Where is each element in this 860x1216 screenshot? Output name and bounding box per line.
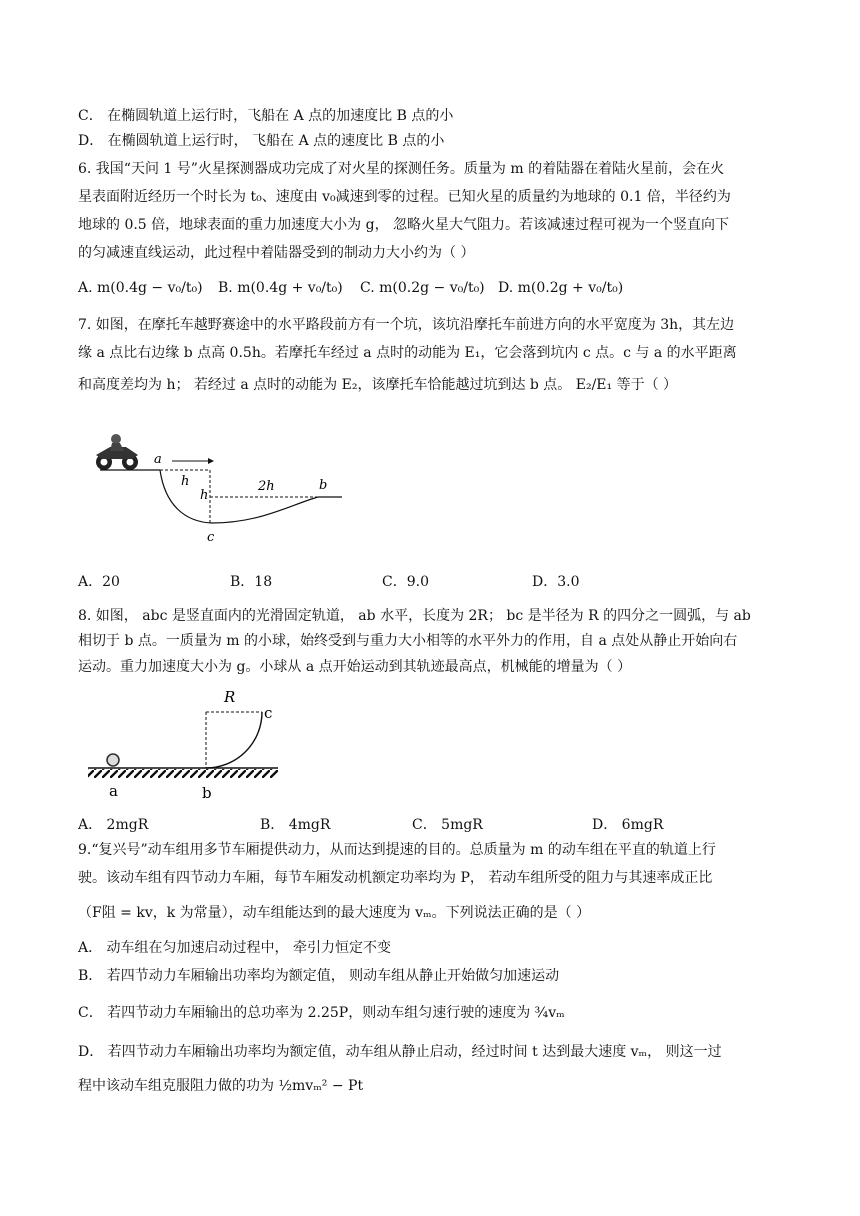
q8-track-figure — [86, 682, 286, 802]
q8-label-c: c — [264, 704, 273, 722]
q6-stem-line-4: 的匀减速直线运动，此过程中着陆器受到的制动力大小约为（ ） — [78, 245, 475, 261]
q6-option-c: C. m(0.2g − v₀/t₀) — [360, 280, 485, 296]
q7-stem-line-3: 和高度差均为 h； 若经过 a 点时的动能为 E₂，该摩托车恰能越过坑到达 b 点。 E₂/E₁ 等于（ ） — [78, 377, 678, 393]
ball-icon — [107, 754, 119, 766]
q8-option-a: A． 2mgR — [78, 817, 149, 833]
q7-options — [78, 572, 778, 592]
q6-options — [78, 278, 778, 298]
q9-option-d-line-2: 程中该动车组克服阻力做的功为 ½mvₘ² − Pt — [78, 1078, 364, 1094]
q9-stem-line-1: 9.“复兴号”动车组用多节车厢提供动力，从而达到提速的目的。总质量为 m 的动车组在平直的轨道上行 — [78, 842, 716, 858]
q8-label-r: R — [224, 688, 236, 706]
q9-option-c: C． 若四节动力车厢输出的总功率为 2.25P，则动车组匀速行驶的速度为 ¾vₘ — [78, 1005, 565, 1021]
q9-option-b: B． 若四节动力车厢输出功率均为额定值， 则动车组从静止开始做匀加速运动 — [78, 968, 560, 984]
q7-label-b: b — [319, 478, 328, 493]
q9-option-d-line-1: D． 若四节动力车厢输出功率均为额定值，动车组从静止启动，经过时间 t 达到最大速度 vₘ， 则这一过 — [78, 1044, 722, 1060]
q8-option-b: B． 4mgR — [260, 817, 331, 833]
q6-stem-line-1: 6. 我国“天问 1 号”火星探测器成功完成了对火星的探测任务。质量为 m 的着陆器在着陆火星前，会在火 — [78, 161, 725, 177]
q7-label-a: a — [154, 452, 162, 467]
q7-stem-line-1: 7. 如图，在摩托车越野赛途中的水平路段前方有一个坑，该坑沿摩托车前进方向的水平宽度为 3h，其左边 — [78, 317, 735, 333]
q9-option-a: A． 动车组在匀加速启动过程中， 牵引力恒定不变 — [78, 940, 392, 956]
q6-option-d: D. m(0.2g + v₀/t₀) — [498, 280, 624, 296]
q6-stem-line-3: 地球的 0.5 倍，地球表面的重力加速度大小为 g， 忽略火星大气阻力。若该减速过程可视为一个竖直向下 — [78, 217, 730, 233]
q9-stem-line-3: （F阻 = kv，k 为常量），动车组能达到的最大速度为 vₘ。下列说法正确的是（ ） — [78, 905, 591, 921]
q5-option-d: D． 在椭圆轨道上运行时， 飞船在 A 点的速度比 B 点的小 — [78, 133, 445, 149]
q7-option-d: D．3.0 — [532, 574, 580, 590]
motorcycle-icon — [96, 434, 138, 470]
q7-label-h2: h — [200, 488, 209, 503]
q5-option-c: C． 在椭圆轨道上运行时，飞船在 A 点的加速度比 B 点的小 — [78, 108, 454, 124]
q7-option-b: B．18 — [230, 574, 273, 590]
q6-option-b: B. m(0.4g + v₀/t₀) — [218, 280, 343, 296]
q7-option-c: C．9.0 — [382, 574, 429, 590]
q7-option-a: A．20 — [78, 574, 120, 590]
q8-stem-line-1: 8. 如图， abc 是竖直面内的光滑固定轨道， ab 水平，长度为 2R； bc 是半径为 R 的四分之一圆弧，与 ab — [78, 608, 751, 624]
q6-stem-line-2: 星表面附近经历一个时长为 t₀、速度由 v₀减速到零的过程。已知火星的质量约为地球的 0.1 倍，半径约为 — [78, 189, 731, 205]
q8-label-b: b — [202, 784, 212, 802]
ground-hatching — [88, 769, 278, 778]
q7-stem-line-2: 缘 a 点比右边缘 b 点高 0.5h。若摩托车经过 a 点时的动能为 E₁，它会落到坑内 c 点。c 与 a 的水平距离 — [78, 345, 737, 361]
q8-stem-line-2: 相切于 b 点。一质量为 m 的小球，始终受到与重力大小相等的水平外力的作用，自 a 点处从静止开始向右 — [78, 633, 738, 649]
q8-label-a: a — [109, 782, 118, 800]
q7-pit-figure — [90, 425, 360, 555]
q8-option-d: D． 6mgR — [592, 817, 664, 833]
q9-stem-line-2: 驶。该动车组有四节动力车厢，每节车厢发动机额定功率均为 P， 若动车组所受的阻力与其速率成正比 — [78, 870, 713, 886]
q8-stem-line-3: 运动。重力加速度大小为 g。小球从 a 点开始运动到其轨迹最高点，机械能的增量为（ ） — [78, 659, 632, 675]
q6-option-a: A. m(0.4g − v₀/t₀) — [78, 280, 203, 296]
q7-label-2h: 2h — [258, 479, 275, 494]
q7-label-c: c — [207, 530, 215, 545]
q7-label-h1: h — [181, 474, 190, 489]
q8-options — [78, 815, 778, 835]
q8-option-c: C． 5mgR — [412, 817, 483, 833]
